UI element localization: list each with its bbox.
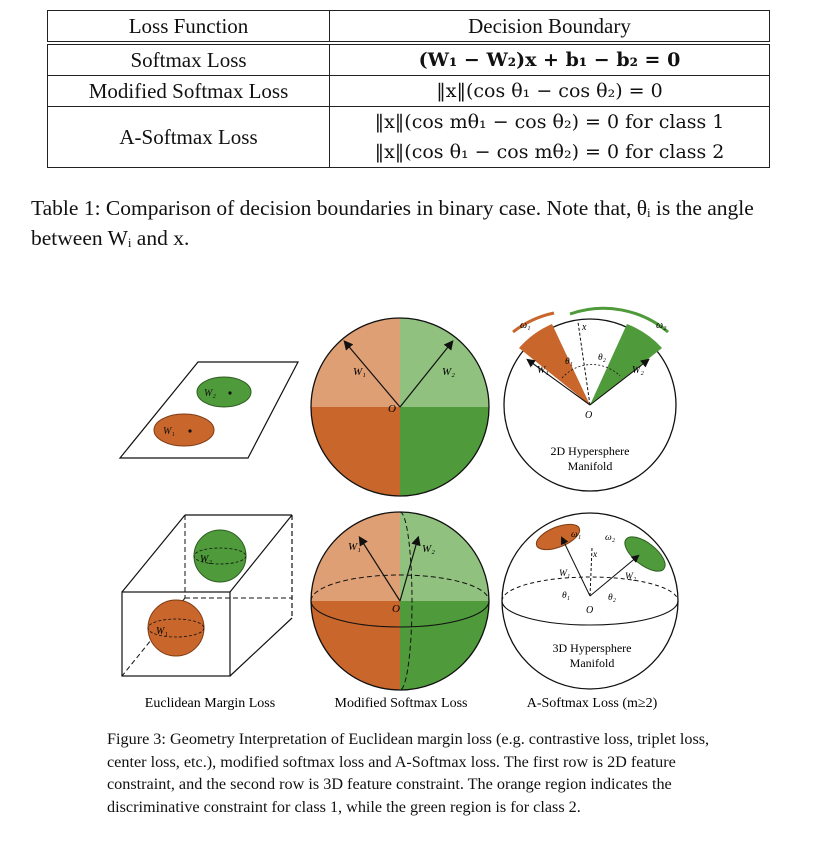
asoftmax-3d [502,513,678,689]
circle-2d [311,318,489,496]
origin-label: O [392,603,400,615]
boundary-class-1: ‖x‖(cos mθ₁ − cos θ₂) = 0 for class 1 [374,111,725,133]
w2-label: W₂ [200,554,212,565]
w1-label: W₁ [348,541,361,553]
omega2-label: ω₂ [605,533,616,543]
table-row [48,76,770,107]
row-loss-name: A-Softmax Loss [48,107,330,168]
column-title-modified-softmax: Modified Softmax Loss [334,696,468,711]
manifold-2d-line1: 2D Hypersphere [550,444,630,458]
cube-3d [122,515,292,676]
table-header-row [48,11,770,44]
column-title-asoftmax: A-Softmax Loss (m≥2) [526,696,658,711]
origin-label: O [585,410,593,421]
decision-boundary-table [47,10,770,168]
theta2-label: θ₂ [608,593,616,603]
origin-label: O [586,605,594,616]
omega2-label: ω₂ [656,320,667,331]
figure-3 [100,300,700,720]
w2-label: W₂ [632,365,644,376]
plane-2d [120,362,298,458]
w2-label: W₂ [625,572,637,582]
origin-label: O [388,403,396,415]
table-row [48,43,770,76]
header-loss-function: Loss Function [48,11,330,44]
w1-label: W₁ [163,426,175,437]
theta1-label: θ₁ [562,591,570,601]
w1-label: W₁ [537,365,549,376]
w2-label: W₂ [204,388,216,399]
w2-label: W₂ [442,366,455,378]
row-loss-name: Modified Softmax Loss [48,76,330,107]
row-loss-name: Softmax Loss [48,43,330,76]
x-label: x [582,322,587,333]
table-caption: Table 1: Comparison of decision boundaries in binary case. Note that, θᵢ is the angle between Wᵢ and x. [31,196,754,250]
omega1-label: ω₁ [571,530,582,540]
geometry-figure [100,300,700,720]
w1-label: W₁ [559,569,571,579]
manifold-2d-line2: Manifold [567,459,613,473]
w1-label: W₁ [156,626,168,637]
x-label: x [593,550,598,560]
theta2-label: θ₂ [598,353,606,363]
figure-caption: Figure 3: Geometry Interpretation of Euclidean margin loss (e.g. contrastive loss, triplet loss, center loss, etc.), modified softmax loss and A-Softmax loss. The first row is 2D feature constraint, and the second row is 3D feature constraint. The orange region indicates the discriminative constraint for class 1, while the green region is for class 2. [107,730,710,816]
row-boundary: ‖x‖(cos θ₁ − cos θ₂) = 0 [330,76,770,107]
row-boundary: (W₁ − W₂)x + b₁ − b₂ = 0 [330,43,770,76]
w1-label: W₁ [353,366,366,378]
asoftmax-2d [504,308,676,491]
header-decision-boundary: Decision Boundary [330,11,770,44]
omega1-label: ω₁ [520,320,531,331]
boundary-class-2: ‖x‖(cos θ₁ − cos mθ₂) = 0 for class 2 [374,141,725,163]
theta1-label: θ₁ [565,357,573,367]
row-boundary-pair [330,107,770,168]
table-row [48,107,770,168]
column-title-euclidean: Euclidean Margin Loss [144,696,276,711]
sphere-3d [311,512,489,690]
manifold-3d-line2: Manifold [569,656,615,670]
w2-label: W₂ [422,543,435,555]
manifold-3d-line1: 3D Hypersphere [552,641,632,655]
